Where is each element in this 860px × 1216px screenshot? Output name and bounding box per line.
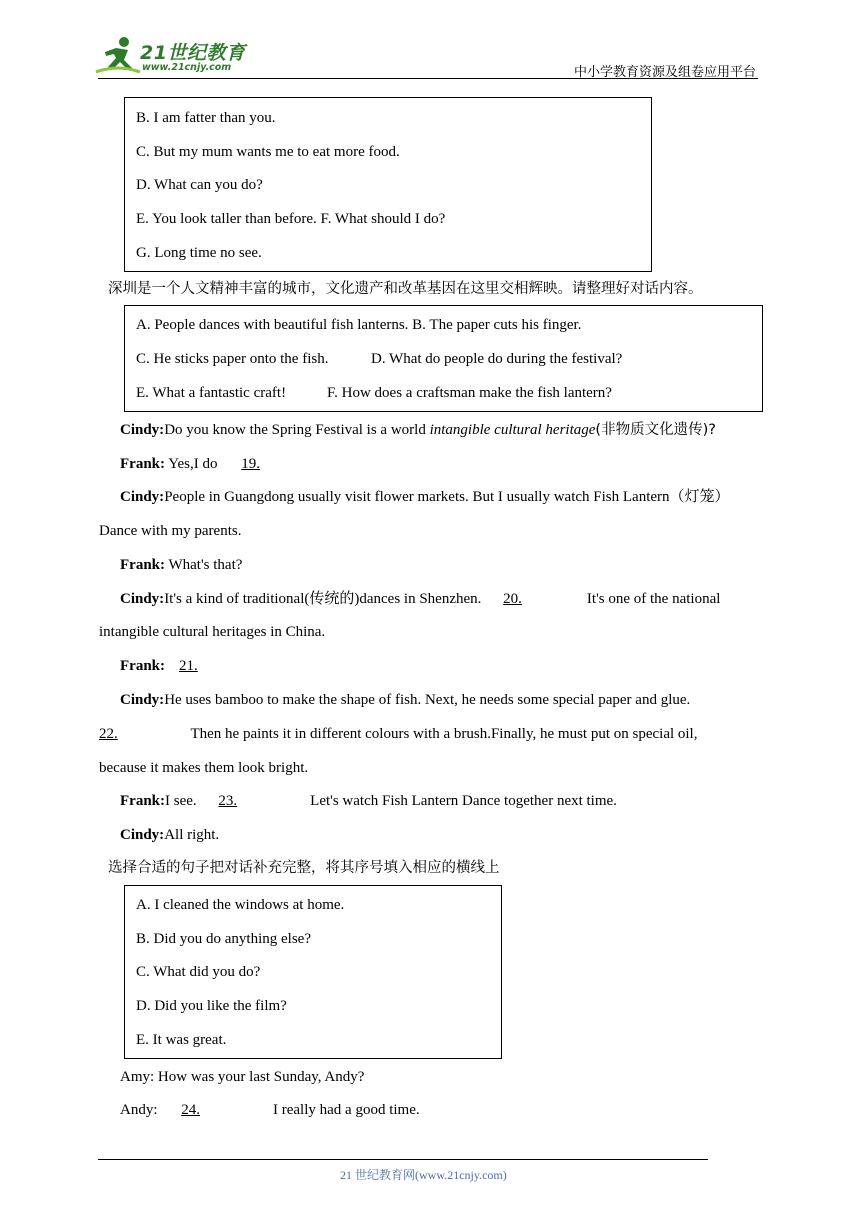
box3-option-b: B. Did you do anything else?	[136, 931, 311, 947]
dialogue3-line-1: Amy: How was your last Sunday, Andy?	[120, 1069, 365, 1085]
dialogue-line-7b: 22. Then he paints it in different colours with a brush.Finally, he must put on special oil,	[99, 726, 698, 742]
answer-blank-21[interactable]: 21.	[179, 658, 198, 674]
dialogue-line-7: Cindy:He uses bamboo to make the shape of fish. Next, he needs some special paper and glue.	[120, 692, 691, 708]
dialogue-line-6: Frank: 21.	[120, 656, 267, 676]
runner-logo-icon	[94, 34, 142, 78]
box2-option-e: E. What a fantastic craft!	[136, 385, 287, 401]
speaker-cindy: Cindy:	[120, 422, 165, 438]
dialogue-line-5b: intangible cultural heritages in China.	[99, 624, 326, 640]
answer-blank-23[interactable]: 23.	[218, 793, 238, 809]
dialogue-line-2: Frank: Yes,I do 19.	[120, 454, 329, 474]
answer-blank-19[interactable]: 19.	[241, 456, 261, 472]
box1-option-e-f: E. You look taller than before. F. What should I do?	[136, 211, 446, 227]
box2-option-c: C. He sticks paper onto the fish.	[136, 351, 329, 367]
platform-title: 中小学教育资源及组卷应用平台	[573, 65, 756, 80]
dialogue-line-8: Frank:I see. 23. Let's watch Fish Lantern Dance together next time.	[120, 793, 617, 809]
answer-blank-22[interactable]: 22.	[99, 726, 118, 742]
footer-link[interactable]: 21 世纪教育网(www.21cnjy.com)	[340, 1168, 507, 1182]
dialogue-line-4: Frank: What's that?	[120, 557, 243, 573]
box1-option-d: D. What can you do?	[136, 177, 263, 193]
dialogue3-line-2: Andy: 24. I really had a good time.	[120, 1102, 420, 1118]
dialogue-line-9: Cindy:All right.	[120, 827, 220, 843]
footer-divider	[98, 1159, 708, 1160]
logo-url: www.21cnjy.com	[142, 62, 232, 73]
box3-option-c: C. What did you do?	[136, 964, 261, 980]
box1-option-g: G. Long time no see.	[136, 245, 262, 261]
speaker-frank: Frank:	[120, 456, 165, 472]
answer-blank-20[interactable]: 20.	[503, 591, 522, 607]
box3-option-a: A. I cleaned the windows at home.	[136, 897, 345, 913]
box3-option-e: E. It was great.	[136, 1032, 227, 1048]
box1-option-b: B. I am fatter than you.	[136, 110, 276, 126]
dialogue-line-1: Cindy:Do you know the Spring Festival is a world intangible cultural heritage(非物质文化遗传)?	[120, 422, 716, 438]
box2-option-a-b: A. People dances with beautiful fish lanterns. B. The paper cuts his finger.	[136, 317, 582, 333]
dialogue-line-5: Cindy:It's a kind of traditional(传统的)dances in Shenzhen. 20. It's one of the national	[120, 591, 721, 607]
answer-blank-24[interactable]: 24.	[181, 1102, 200, 1118]
box1-option-c: C. But my mum wants me to eat more food.	[136, 144, 400, 160]
box2-option-f: F. How does a craftsman make the fish lantern?	[327, 385, 612, 401]
box2-option-d: D. What do people do during the festival?	[371, 351, 623, 367]
header-divider	[98, 78, 758, 79]
section2-instruction: 深圳是一个人文精神丰富的城市，文化遗产和改革基因在这里交相辉映。请整理好对话内容。	[108, 281, 703, 297]
box3-option-d: D. Did you like the film?	[136, 998, 287, 1014]
site-logo	[94, 34, 264, 78]
section3-instruction: 选择合适的句子把对话补充完整，将其序号填入相应的横线上	[108, 860, 500, 876]
dialogue-line-3b: Dance with my parents.	[99, 523, 242, 539]
dialogue-line-3: Cindy:People in Guangdong usually visit flower markets. But I usually watch Fish Lantern（灯笼）	[120, 489, 730, 505]
logo-text: 21世纪教育	[140, 42, 246, 64]
dialogue-line-7c: because it makes them look bright.	[99, 760, 309, 776]
